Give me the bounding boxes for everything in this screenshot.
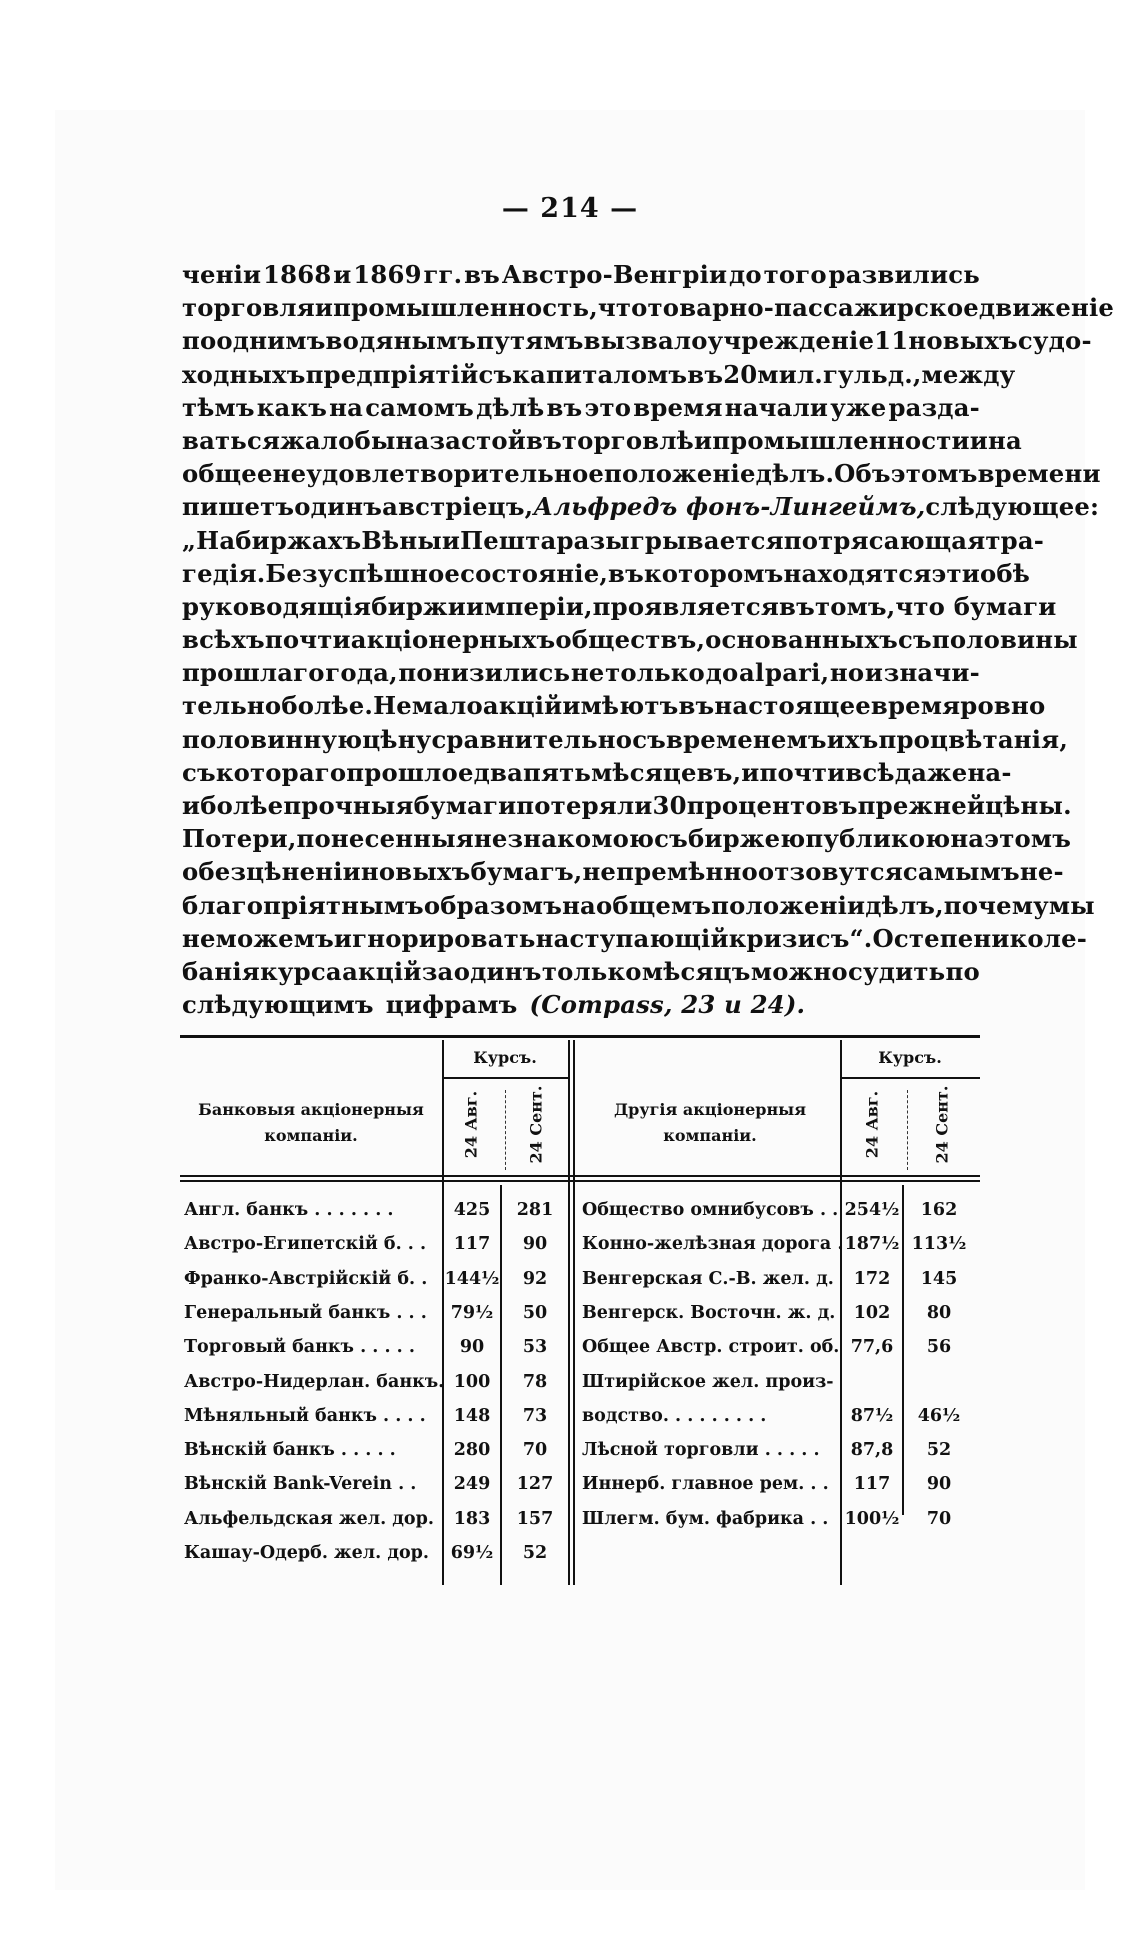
table-row-name: Иннерб. главное рем. . . (582, 1474, 829, 1495)
word: года, (325, 658, 398, 688)
word: бумаги (413, 791, 517, 820)
table-top-rule (180, 1035, 980, 1038)
word: можно (750, 956, 848, 986)
table-row-name: Торговый банкъ . . . . . (184, 1337, 415, 1358)
word: всѣхъ (182, 625, 265, 655)
word: мало (411, 691, 483, 721)
word: въ (687, 359, 724, 389)
word: промышленность, (333, 293, 598, 323)
word: эти (931, 558, 980, 588)
word: путямъ (476, 326, 584, 356)
text-line (182, 623, 1078, 656)
word: pari, (765, 658, 830, 688)
word: время (870, 691, 961, 721)
table-cell-aug: 144½ (444, 1268, 500, 1289)
word: почти (264, 625, 351, 655)
word: цифрамъ (385, 990, 518, 1020)
word: на (329, 392, 364, 422)
word: значи- (883, 658, 980, 688)
word: иболѣе (182, 791, 284, 820)
word: почему (943, 890, 1049, 920)
word: бумагъ, (470, 857, 583, 887)
table-cell-sep: 56 (926, 1337, 952, 1358)
table-cell-sep: 157 (516, 1508, 554, 1529)
word: по (945, 956, 980, 986)
word: до (705, 658, 739, 688)
word: слѣдующее: (925, 492, 1100, 522)
word: прежней (857, 791, 986, 820)
word: Пешта (460, 525, 557, 555)
word: находятся (783, 558, 932, 588)
word: на- (967, 757, 1012, 787)
word: обезцѣненіи (182, 857, 361, 887)
word: биржахъ (235, 525, 362, 555)
word: что бумаги (895, 591, 1057, 621)
word: вызвало (583, 326, 708, 356)
word: въ (464, 260, 500, 289)
word: сравнительно (431, 724, 633, 754)
table-cell-sep: 73 (522, 1405, 548, 1426)
word: акцій (482, 691, 563, 721)
text-line (182, 689, 1046, 722)
vline-right-mid-header (907, 1090, 908, 1170)
word: между (921, 359, 1016, 389)
word: имѣютъ (562, 691, 679, 721)
word: обѣ (979, 558, 1031, 588)
word: Вѣны (361, 525, 442, 555)
word: тѣмъ (182, 392, 255, 422)
table-cell-sep: 70 (926, 1508, 952, 1529)
table-cell-sep: 52 (926, 1440, 952, 1461)
table-row-name: Конно-желѣзная дорога . (582, 1234, 844, 1255)
word: разыгрывается (556, 525, 784, 555)
word: Альфредъ фонъ-Лингеймъ, (533, 492, 926, 522)
word: основанныхъ (705, 625, 898, 655)
table-cell-sep: 53 (522, 1337, 548, 1358)
table-cell-sep: 46½ (917, 1405, 961, 1426)
word: гг. (423, 260, 463, 289)
text-line (182, 291, 1115, 324)
word: биржею (688, 824, 806, 854)
word: кризисъ“. (728, 923, 873, 953)
word: съ (478, 359, 513, 389)
word: пять (523, 757, 592, 787)
word: времени (977, 459, 1101, 489)
word: и (864, 658, 884, 688)
table-cell-sep: 145 (920, 1268, 958, 1289)
word: уже (830, 392, 887, 422)
text-line (182, 524, 1045, 557)
word: процвѣтанія, (878, 724, 1068, 754)
word: игнорировать (333, 923, 536, 953)
text-line (182, 922, 1088, 955)
table-cell-aug: 100½ (844, 1508, 900, 1529)
table-cell-sep: 113½ (911, 1234, 967, 1255)
word: томъ, (814, 591, 896, 621)
word: и (333, 260, 352, 289)
word: почти (759, 757, 846, 787)
word: состояніе, (460, 558, 609, 588)
table-row-name: Шлегм. бум. фабрика . . (582, 1508, 829, 1529)
word: мѣсяцъ (641, 956, 751, 986)
table-cell-aug (842, 1365, 902, 1399)
word: торговля (182, 293, 315, 323)
table-cell-aug: 117 (853, 1474, 891, 1495)
table-cell-aug: 69½ (450, 1543, 494, 1563)
word: общемъ (596, 890, 712, 920)
word: не (182, 923, 216, 953)
word: благопріятнымъ (182, 890, 424, 920)
word: положеніе (604, 459, 756, 489)
word: съ (898, 625, 932, 655)
vline-center-2 (573, 1040, 575, 1585)
table-cell-sep: 90 (522, 1234, 548, 1255)
vline-left-mid-header (505, 1090, 506, 1170)
word: не (570, 658, 605, 688)
word: развились (828, 260, 980, 289)
text-line (182, 955, 980, 988)
word: судить (847, 956, 946, 986)
word: въ (779, 591, 815, 621)
table-cell-aug: 187½ (844, 1234, 900, 1255)
word: въ (608, 558, 644, 588)
text-line (182, 789, 1072, 822)
left-header: Банковыя акціонерныя компаніи. (198, 1100, 424, 1145)
word: это (584, 392, 632, 422)
text-line (182, 358, 1016, 391)
word: прошлаго (182, 658, 325, 688)
word: дѣлѣ (476, 392, 545, 422)
text-line (182, 855, 1064, 888)
word: не- (1019, 857, 1064, 887)
word: процентовъ (686, 791, 858, 820)
word: новыхъ (908, 326, 1018, 356)
word: курса (260, 956, 342, 986)
word: и (314, 293, 334, 323)
word: самомъ (365, 392, 474, 422)
word: Безуспѣшное (265, 558, 461, 588)
word: положеніи (711, 890, 866, 920)
table-cell-sep: 52 (522, 1543, 548, 1563)
word: акціонерныхъ (350, 625, 556, 655)
table-cell-aug: 249 (453, 1474, 491, 1495)
word: можемъ (215, 923, 334, 953)
text-line (182, 822, 1072, 855)
table-row-name: Общество омнибусовъ . . (582, 1200, 839, 1220)
header-rule-2 (180, 1180, 980, 1182)
word: до (729, 260, 762, 289)
table-cell-aug: 280 (453, 1440, 491, 1461)
word: „На (182, 525, 236, 555)
word: въ (678, 691, 715, 721)
kurs-rule-left (442, 1077, 568, 1079)
word: О (872, 923, 894, 953)
word: Австро-Венгріи (501, 260, 728, 289)
word: капиталомъ (512, 359, 688, 389)
word: наступающій (535, 923, 729, 953)
word: съ (632, 724, 667, 754)
word: австріецъ, (382, 492, 534, 522)
word: только (541, 956, 642, 986)
word: мѣсяцевъ, (591, 757, 742, 787)
word: промышленности (712, 425, 970, 455)
table-cell-aug: 79½ (450, 1302, 494, 1323)
word: временемъ (666, 724, 827, 754)
word: ходныхъ (182, 359, 306, 389)
word: гедія. (182, 558, 266, 588)
word: но (829, 658, 865, 688)
table-row-name: Венгерская С.-В. жел. д. (582, 1268, 834, 1289)
table-cell-sep: 70 (522, 1440, 548, 1461)
word: и (693, 425, 713, 455)
word: предпріятій (305, 359, 479, 389)
text-line (182, 391, 980, 424)
word: акцій (342, 956, 422, 986)
word: движеніе (978, 293, 1115, 323)
word: учрежденіе (707, 326, 875, 356)
word: за (421, 956, 454, 986)
word: этомъ (984, 824, 1072, 854)
word: Не (373, 691, 412, 721)
word: цѣны. (985, 791, 1072, 820)
text-line (182, 424, 1022, 457)
table-cell-sep: 92 (522, 1268, 548, 1289)
text-line (182, 756, 1012, 789)
word: ваться (182, 425, 281, 455)
word: и (741, 757, 760, 787)
word: торговлѣ (561, 425, 694, 455)
vline-center-1 (568, 1040, 570, 1585)
word: руководящія (182, 591, 372, 621)
table-cell-aug: 148 (453, 1405, 491, 1426)
word: половинную (182, 724, 363, 754)
word: которомъ (643, 558, 784, 588)
right-kurs: Курсъ. (878, 1048, 942, 1067)
text-line (182, 656, 980, 689)
word: степени (893, 923, 1010, 953)
word: того (763, 260, 827, 289)
text-line (182, 324, 1092, 357)
word: обществъ, (555, 625, 706, 655)
word: новыхъ (360, 857, 471, 887)
page-number: — 214 — (501, 193, 639, 224)
word: образомъ (423, 890, 563, 920)
word: дѣлъ, (865, 890, 944, 920)
table-cell-sep: 50 (522, 1302, 548, 1323)
table-row-name: Вѣнскій Bank-Verein . . (184, 1474, 417, 1495)
word: биржи (371, 591, 466, 621)
word: въ (546, 392, 583, 422)
word: тельно (182, 691, 282, 721)
word: слѣдующимъ (182, 990, 374, 1020)
word: начали (724, 392, 829, 422)
table-row-name: Штирійское жел. произ- (582, 1371, 834, 1392)
word: какъ (256, 392, 328, 422)
word: 20 (723, 359, 758, 389)
table-cell-aug: 183 (453, 1508, 491, 1529)
table-cell-aug: 77,6 (850, 1337, 894, 1358)
word: съ (654, 824, 689, 854)
table-row-name: Кашау-Одерб. жел. дор. (184, 1543, 429, 1563)
word: ченіи (182, 260, 262, 289)
table-cell-sep: 281 (516, 1200, 554, 1220)
right-header: Другія акціонерныя компаніи. (613, 1100, 807, 1145)
body-paragraph (182, 258, 1115, 1021)
table-cell-aug: 117 (453, 1234, 491, 1255)
word: потеряли (516, 791, 653, 820)
word: незнакомою (473, 824, 655, 854)
right-col-sep: 24 Сент. (932, 1085, 952, 1164)
table-row-name: Мѣняльный банкъ . . . . (184, 1405, 426, 1426)
word: товарно-пассажирское (647, 293, 979, 323)
word: всѣ (845, 757, 895, 787)
word: по (182, 326, 217, 356)
table-row-name: Венгерск. Восточн. ж. д. (582, 1302, 836, 1323)
word: имперіи, (465, 591, 593, 621)
table-cell-sep: 90 (926, 1474, 952, 1495)
word: на (395, 425, 430, 455)
word: цѣну (362, 724, 432, 754)
word: ихъ (826, 724, 879, 754)
table-row-name: Лѣсной торговли . . . . . (582, 1440, 820, 1461)
word: прошло (346, 757, 458, 787)
table-row-name: водство. . . . . . . . . (582, 1405, 767, 1426)
table-cell-aug: 102 (853, 1302, 891, 1323)
word: даже (894, 757, 968, 787)
word: 1868 (263, 260, 332, 289)
word: и (969, 425, 989, 455)
word: судо- (1017, 326, 1092, 356)
stock-table (180, 1035, 980, 1585)
word: однимъ (216, 326, 326, 356)
word: гульд., (822, 359, 922, 389)
word: время (633, 392, 723, 422)
text-line (182, 889, 1095, 922)
word: Объ (834, 459, 891, 489)
table-cell-sep: 78 (522, 1371, 548, 1392)
word: одинъ (453, 956, 542, 986)
word: на (562, 890, 597, 920)
word: общее (182, 459, 273, 489)
word: этомъ (890, 459, 978, 489)
word: Потери, (182, 824, 297, 854)
word: въ (525, 425, 562, 455)
word: настоящее (714, 691, 871, 721)
word: отзовутся (757, 857, 903, 887)
word: 11 (874, 326, 909, 356)
table-row-name: Альфельдская жел. дор. (184, 1508, 434, 1529)
word: al (739, 658, 765, 688)
table-cell-sep: 162 (920, 1200, 958, 1220)
table-row-name: Австро-Египетскій б. . . (184, 1234, 427, 1255)
word: болѣе. (281, 691, 374, 721)
word: дѣлъ. (755, 459, 835, 489)
header-rule-1 (180, 1175, 980, 1177)
word: половины (931, 625, 1078, 655)
table-row-name: Франко-Австрійскій б. . (184, 1268, 428, 1289)
table-row-name: Общее Австр. строит. об. (582, 1337, 840, 1358)
table-cell-aug: 87½ (850, 1405, 894, 1426)
table-cell-sep: 80 (926, 1302, 952, 1323)
text-line (182, 590, 1057, 623)
word: непремѣнно (582, 857, 758, 887)
right-col-aug: 24 Авг. (862, 1090, 882, 1159)
text-line (182, 457, 1101, 490)
word: застой (429, 425, 526, 455)
word: потрясающая (783, 525, 986, 555)
table-row-name: Генеральный банкъ . . . (184, 1302, 427, 1323)
word: публикою (805, 824, 951, 854)
word: разда- (888, 392, 980, 422)
word: на (988, 425, 1022, 455)
left-col-aug: 24 Авг. (461, 1090, 481, 1159)
word: прочныя (283, 791, 414, 820)
left-col-sep: 24 Сент. (526, 1085, 546, 1164)
word: и (441, 525, 461, 555)
table-cell-aug: 254½ (844, 1200, 900, 1220)
word: неудовлетворительное (272, 459, 605, 489)
text-line (182, 723, 1068, 756)
left-kurs: Курсъ. (473, 1048, 537, 1067)
word: пишетъ (182, 492, 295, 522)
table-cell-aug: 172 (853, 1268, 891, 1289)
word: банія (182, 956, 260, 986)
word: только (605, 658, 705, 688)
text-line (182, 258, 980, 291)
word: жалобы (280, 425, 396, 455)
word: тра- (985, 525, 1045, 555)
text-line (182, 557, 1031, 590)
table-cell-aug: 100 (453, 1371, 491, 1392)
word: котораго (215, 757, 347, 787)
text-line (182, 988, 980, 1021)
word: понесенныя (296, 824, 474, 854)
table-cell-aug: 425 (453, 1200, 491, 1220)
word: одинъ (294, 492, 383, 522)
table-cell-sep: 127 (516, 1474, 554, 1495)
table-cell-aug: 87,8 (850, 1440, 894, 1461)
word: водянымъ (325, 326, 477, 356)
word: что (597, 293, 648, 323)
word: ровно (960, 691, 1046, 721)
word: на (950, 824, 985, 854)
word: едва (457, 757, 524, 787)
word: съ (182, 757, 216, 787)
kurs-rule-right (840, 1077, 980, 1079)
word: самымъ (902, 857, 1020, 887)
word: проявляется (592, 591, 780, 621)
text-line (182, 490, 1100, 523)
word: мил. (757, 359, 823, 389)
word: понизились (398, 658, 571, 688)
table-row-name: Вѣнскій банкъ . . . . . (184, 1440, 396, 1461)
word: 1869 (353, 260, 422, 289)
word: (Compass, 23 и 24). (529, 990, 806, 1020)
word: коле- (1009, 923, 1088, 953)
table-row-name: Австро-Нидерлан. банкъ. (184, 1371, 445, 1392)
table-row-name: Англ. банкъ . . . . . . . (184, 1200, 394, 1220)
table-cell-sep (904, 1365, 974, 1399)
word: 30 (652, 791, 687, 820)
word: мы (1048, 890, 1095, 920)
table-cell-aug: 90 (459, 1337, 485, 1358)
